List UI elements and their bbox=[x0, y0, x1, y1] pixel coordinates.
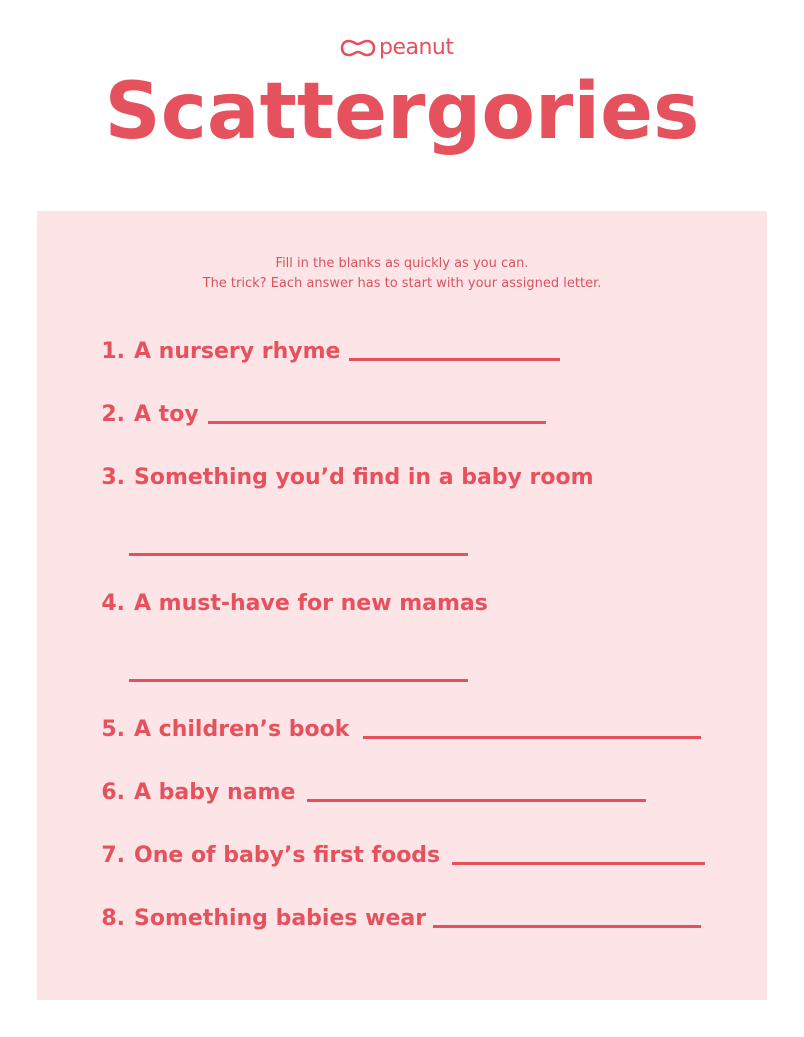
item-number: 7. bbox=[101, 843, 125, 868]
item-number: 5. bbox=[101, 717, 125, 742]
answer-blank[interactable] bbox=[307, 799, 646, 802]
answer-blank[interactable] bbox=[129, 679, 468, 682]
list-item bbox=[93, 780, 646, 805]
item-number: 8. bbox=[101, 906, 125, 931]
item-number: 2. bbox=[101, 402, 125, 427]
page-title: Scattergories bbox=[104, 67, 700, 157]
answer-blank[interactable] bbox=[433, 925, 701, 928]
item-number: 6. bbox=[101, 780, 125, 805]
item-prompt: Something you’d find in a baby room bbox=[134, 465, 594, 490]
item-number: 3. bbox=[101, 465, 125, 490]
brand-name: peanut bbox=[379, 35, 454, 60]
answer-blank[interactable] bbox=[349, 358, 560, 361]
instructions bbox=[37, 254, 767, 294]
item-prompt: Something babies wear bbox=[134, 906, 427, 931]
item-prompt: A baby name bbox=[134, 780, 296, 805]
item-number: 1. bbox=[101, 339, 125, 364]
answer-blank[interactable] bbox=[208, 421, 546, 424]
list-item bbox=[93, 339, 560, 364]
item-prompt: A must-have for new mamas bbox=[134, 591, 488, 616]
brand-logo bbox=[340, 33, 454, 63]
game-panel bbox=[37, 211, 767, 1000]
list-item bbox=[93, 402, 546, 427]
list-item bbox=[93, 717, 701, 742]
peanut-logo-icon bbox=[340, 38, 376, 58]
answer-blank[interactable] bbox=[452, 862, 705, 865]
item-prompt: One of baby’s first foods bbox=[134, 843, 441, 868]
item-number: 4. bbox=[101, 591, 125, 616]
list-item bbox=[93, 591, 488, 616]
list-item bbox=[93, 906, 701, 931]
item-prompt: A nursery rhyme bbox=[134, 339, 341, 364]
list-item bbox=[93, 843, 705, 868]
item-prompt: A children’s book bbox=[134, 717, 350, 742]
answer-blank[interactable] bbox=[363, 736, 701, 739]
list-item bbox=[93, 465, 594, 490]
instructions-line-2: The trick? Each answer has to start with your assigned letter. bbox=[202, 276, 602, 291]
answer-blank[interactable] bbox=[129, 553, 468, 556]
instructions-line-1: Fill in the blanks as quickly as you can. bbox=[275, 256, 529, 271]
item-prompt: A toy bbox=[134, 402, 199, 427]
